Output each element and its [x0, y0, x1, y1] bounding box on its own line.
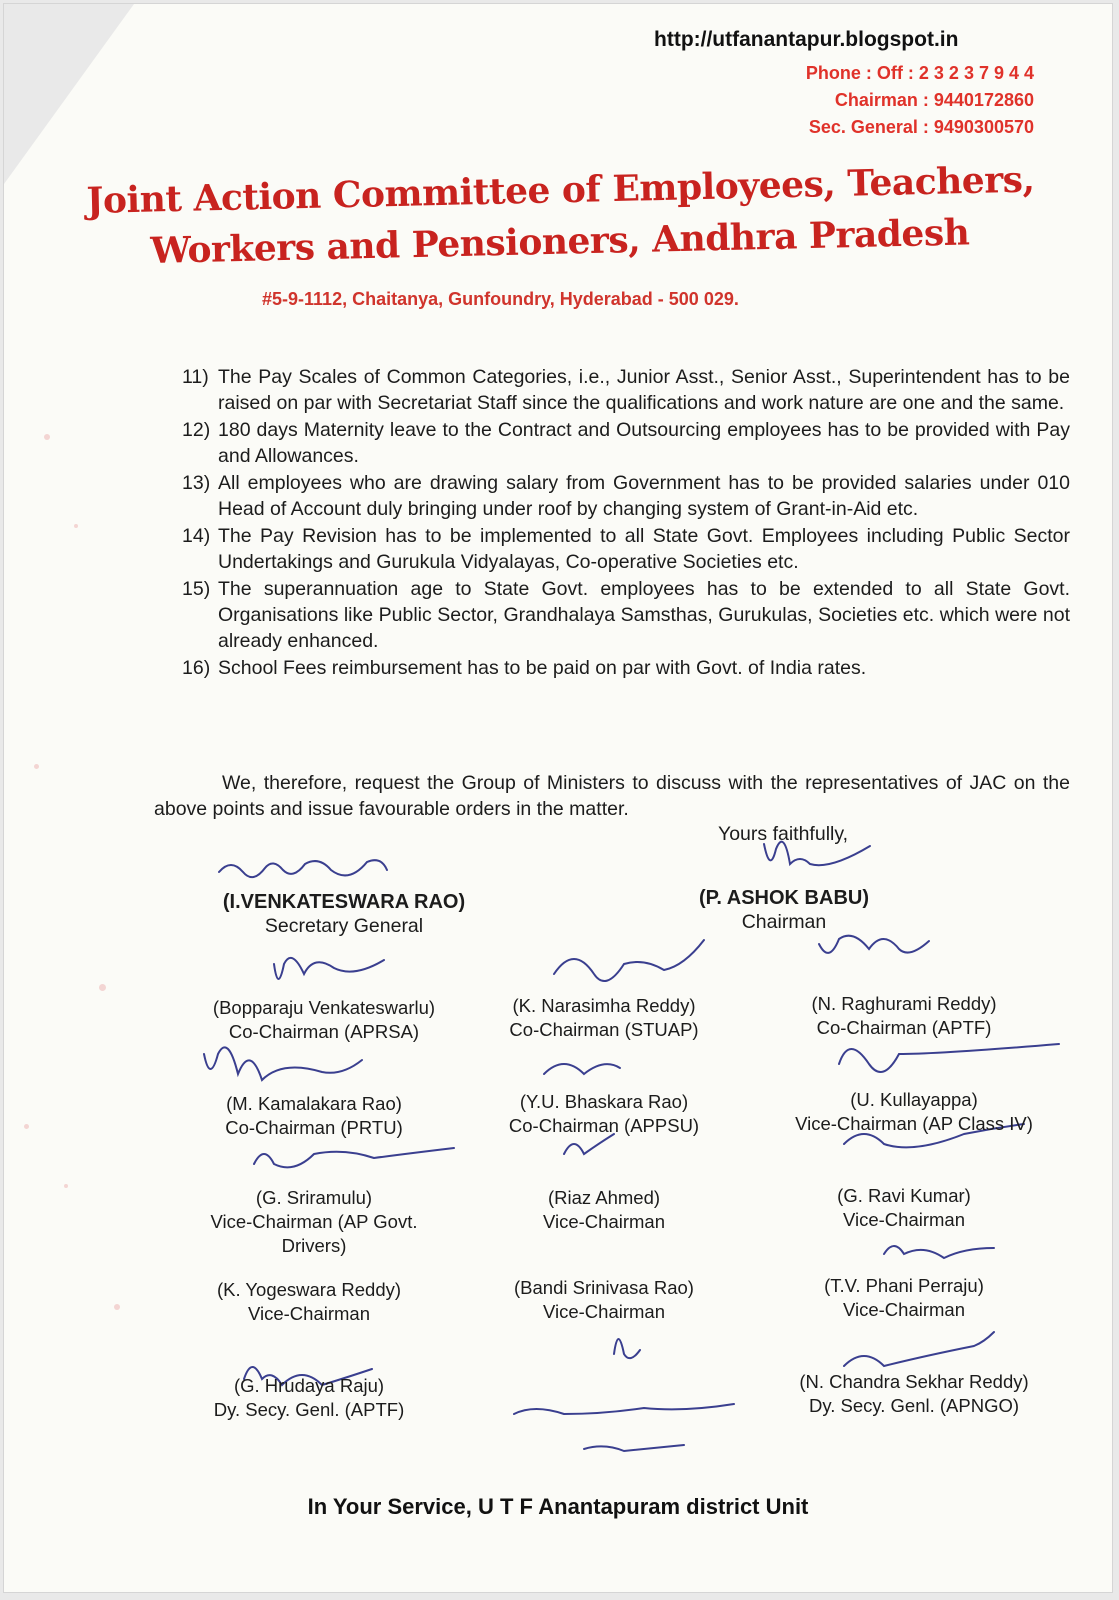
signatory-ashok: (P. ASHOK BABU) Chairman: [698, 887, 869, 933]
sec-general-phone: Sec. General : 9490300570: [808, 117, 1034, 137]
signatory-raghurami: (N. Raghurami Reddy) Co-Chairman (APTF): [811, 993, 997, 1038]
footer-note: In Your Service, U T F Anantapuram district Unit: [307, 1494, 809, 1519]
page-corner-fold: [4, 4, 134, 184]
contact-block: [806, 60, 1034, 141]
demands-list: [182, 364, 1070, 682]
list-item: 12) 180 days Maternity leave to the Contract and Outsourcing employees has to be provided with Pay and Allowances.: [182, 419, 1070, 467]
signatory-ravi: (G. Ravi Kumar) Vice-Chairman: [837, 1185, 971, 1230]
signatory-phani: (T.V. Phani Perraju) Vice-Chairman: [824, 1275, 984, 1320]
list-item: 14) The Pay Revision has to be implemented to all State Govt. Employees including Public Sector Undertakings and Gurukula Vidyalayas, Co-operative Societies etc.: [182, 525, 1070, 573]
signatory-kullayappa: (U. Kullayappa) Vice-Chairman (AP Class IV): [795, 1089, 1033, 1134]
signatory-chandra: (N. Chandra Sekhar Reddy) Dy. Secy. Genl. (APNGO): [799, 1371, 1029, 1416]
signatory-yogeswara: (K. Yogeswara Reddy) Vice-Chairman: [216, 1279, 402, 1324]
list-item: 13) All employees who are drawing salary from Government has to be provided salaries under 010 Head of Account duly bringing under roof by changing system of Grant-in-Aid etc.: [182, 472, 1070, 520]
request-paragraph: We, therefore, request the Group of Ministers to discuss with the representatives of JAC on the above points and issue favourable orders in the matter.: [154, 772, 1070, 820]
signatory-narasimha: (K. Narasimha Reddy) Co-Chairman (STUAP): [509, 995, 699, 1040]
letterhead-title-line2: Workers and Pensioners, Andhra Pradesh: [150, 211, 970, 272]
letterhead-title-line1: Joint Action Committee of Employees, Teachers,: [86, 158, 1035, 222]
signatory-sriramulu: (G. Sriramulu) Vice-Chairman (AP Govt. Drivers): [210, 1187, 418, 1256]
signatory-bopparaju: (Bopparaju Venkateswarlu) Co-Chairman (APRSA): [212, 997, 436, 1042]
signatory-venkateswara: (I.VENKATESWARA RAO) Secretary General: [222, 891, 466, 937]
chairman-phone: Chairman : 9440172860: [834, 90, 1034, 110]
list-item: 16) School Fees reimbursement has to be paid on par with Govt. of India rates.: [182, 657, 867, 679]
closing-salutation: Yours faithfully,: [718, 823, 849, 845]
website-url: http://utfanantapur.blogspot.in: [654, 28, 959, 51]
list-item: 15) The superannuation age to State Govt. employees has to be extended to all State Govt. Organisations like Public Sector, Grandhalaya Samsthas, Gurukulas, Societies etc. which were not already enhanced.: [182, 578, 1070, 652]
signatory-bandi: (Bandi Srinivasa Rao) Vice-Chairman: [514, 1277, 694, 1322]
signatory-riaz: (Riaz Ahmed) Vice-Chairman: [542, 1187, 665, 1232]
signatory-bhaskara: (Y.U. Bhaskara Rao) Co-Chairman (APPSU): [508, 1091, 700, 1136]
list-item: 11) The Pay Scales of Common Categories, i.e., Junior Asst., Senior Asst., Superintendent has to be raised on par with Secretariat Staff since the qualifications and work nature are one and the same.: [182, 366, 1070, 414]
document-sheet: [4, 4, 1112, 1592]
office-phone: Phone : Off : 2 3 2 3 7 9 4 4: [805, 63, 1034, 83]
signatory-kamalakara: (M. Kamalakara Rao) Co-Chairman (PRTU): [225, 1093, 403, 1138]
letterhead-address: #5-9-1112, Chaitanya, Gunfoundry, Hyderabad - 500 029.: [262, 289, 739, 309]
signatory-hrudaya: (G. Hrudaya Raju) Dy. Secy. Genl. (APTF): [213, 1375, 405, 1420]
